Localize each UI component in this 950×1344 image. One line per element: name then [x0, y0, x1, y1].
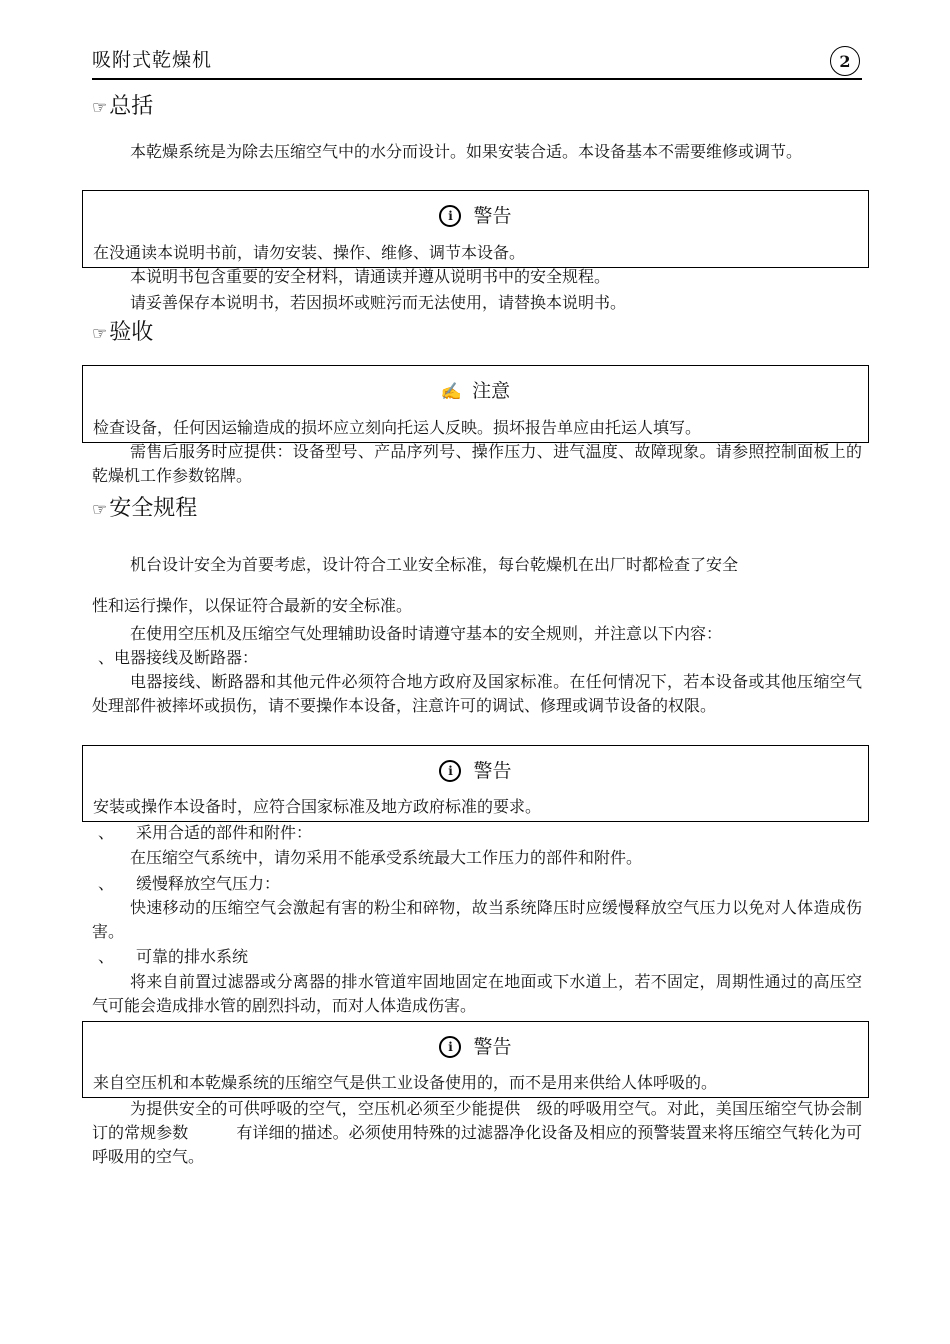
note-text: 检查设备，任何因运输造成的损坏应立刻向托运人反映。损坏报告单应由托运人填写。	[93, 418, 702, 437]
list-item-heading	[98, 821, 312, 845]
note-box	[82, 365, 869, 443]
info-circle-icon: i	[439, 205, 461, 227]
warning-label: 警告	[473, 1036, 512, 1058]
warning-title	[83, 756, 868, 783]
warning-text: 来自空压机和本乾燥系统的压缩空气是供工业设备使用的，而不是用来供给人体呼吸的。	[93, 1073, 718, 1092]
warning-title	[83, 201, 868, 228]
paragraph: 在压缩空气系统中，请勿采用不能承受系统最大工作压力的部件和附件。	[130, 848, 643, 867]
warning-title	[83, 1032, 868, 1059]
list-item-text: 可靠的排水系统	[136, 947, 249, 966]
warning-label: 警告	[473, 760, 512, 782]
list-item-text: 采用合适的部件和附件：	[136, 823, 313, 842]
list-item-text: 缓慢释放空气压力：	[136, 874, 281, 893]
list-marker: 、	[98, 874, 115, 893]
note-title	[83, 376, 868, 403]
section-heading-overview	[92, 93, 153, 122]
section-heading-text: 总括	[109, 94, 154, 119]
section-heading-text: 验收	[109, 320, 154, 345]
paragraph: 在使用空压机及压缩空气处理辅助设备时请遵守基本的安全规则，并注意以下内容：	[130, 624, 723, 643]
warning-label: 警告	[473, 205, 512, 227]
list-item-heading	[98, 945, 248, 969]
section-heading-safety	[92, 495, 197, 524]
info-circle-icon: i	[439, 1036, 461, 1058]
section-heading-text: 安全规程	[109, 496, 198, 521]
paragraph: 为提供安全的可供呼吸的空气，空压机必须至少能提供 级的呼吸用空气。对此，美国压缩空气协会制订的常规参数 有详细的描述。必须使用特殊的过滤器净化设备及相应的预警装置来将压缩空气转化为可呼吸用的空气。	[92, 1099, 862, 1166]
warning-box	[82, 745, 869, 822]
pointing-hand-icon: ☞	[92, 98, 108, 118]
warning-text: 安装或操作本设备时，应符合国家标准及地方政府标准的要求。	[93, 797, 542, 816]
paragraph: 性和运行操作，以保证符合最新的安全标准。	[92, 596, 413, 615]
paragraph: 将来自前置过滤器或分离器的排水管道牢固地固定在地面或下水道上，若不固定，周期性通过的高压空气可能会造成排水管的剧烈抖动，而对人体造成伤害。	[92, 972, 862, 1015]
pointing-hand-icon: ☞	[92, 324, 108, 344]
list-marker: 、	[98, 823, 115, 842]
page-header	[92, 40, 862, 80]
paragraph: 电器接线、断路器和其他元件必须符合地方政府及国家标准。在任何情况下，若本设备或其他压缩空气处理部件被摔坏或损伤，请不要操作本设备，注意许可的调试、修理或调节设备的权限。	[92, 672, 862, 715]
header-divider	[92, 78, 862, 80]
warning-text: 在没通读本说明书前，请勿安装、操作、维修、调节本设备。	[93, 243, 526, 262]
document-title: 吸附式乾燥机	[92, 49, 213, 71]
paragraph: 本乾燥系统是为除去压缩空气中的水分而设计。如果安装合适。本设备基本不需要维修或调节。	[130, 142, 803, 161]
warning-box	[82, 190, 869, 268]
page-number-badge: 2	[830, 46, 860, 76]
paragraph: 机台设计安全为首要考虑，设计符合工业安全标准，每台乾燥机在出厂时都检查了安全	[130, 555, 739, 574]
pointing-hand-icon: ☞	[92, 500, 108, 520]
paragraph: 本说明书包含重要的安全材料，请通读并遵从说明书中的安全规程。	[130, 267, 611, 286]
section-heading-acceptance	[92, 319, 153, 348]
list-marker: 、	[98, 947, 115, 966]
paragraph: 快速移动的压缩空气会激起有害的粉尘和碎物，故当系统降压时应缓慢释放空气压力以免对人体造成伤害。	[92, 898, 862, 941]
note-label: 注意	[472, 380, 511, 402]
list-item-heading: 、电器接线及断路器：	[98, 648, 259, 667]
paragraph: 需售后服务时应提供：设备型号、产品序列号、操作压力、进气温度、故障现象。请参照控制面板上的乾燥机工作参数铭牌。	[92, 442, 862, 485]
info-circle-icon: i	[439, 760, 461, 782]
warning-box	[82, 1021, 869, 1098]
paragraph: 请妥善保存本说明书，若因损坏或赃污而无法使用，请替换本说明书。	[130, 293, 627, 312]
writing-hand-icon: ✍	[440, 382, 463, 402]
list-item-heading	[98, 872, 280, 896]
